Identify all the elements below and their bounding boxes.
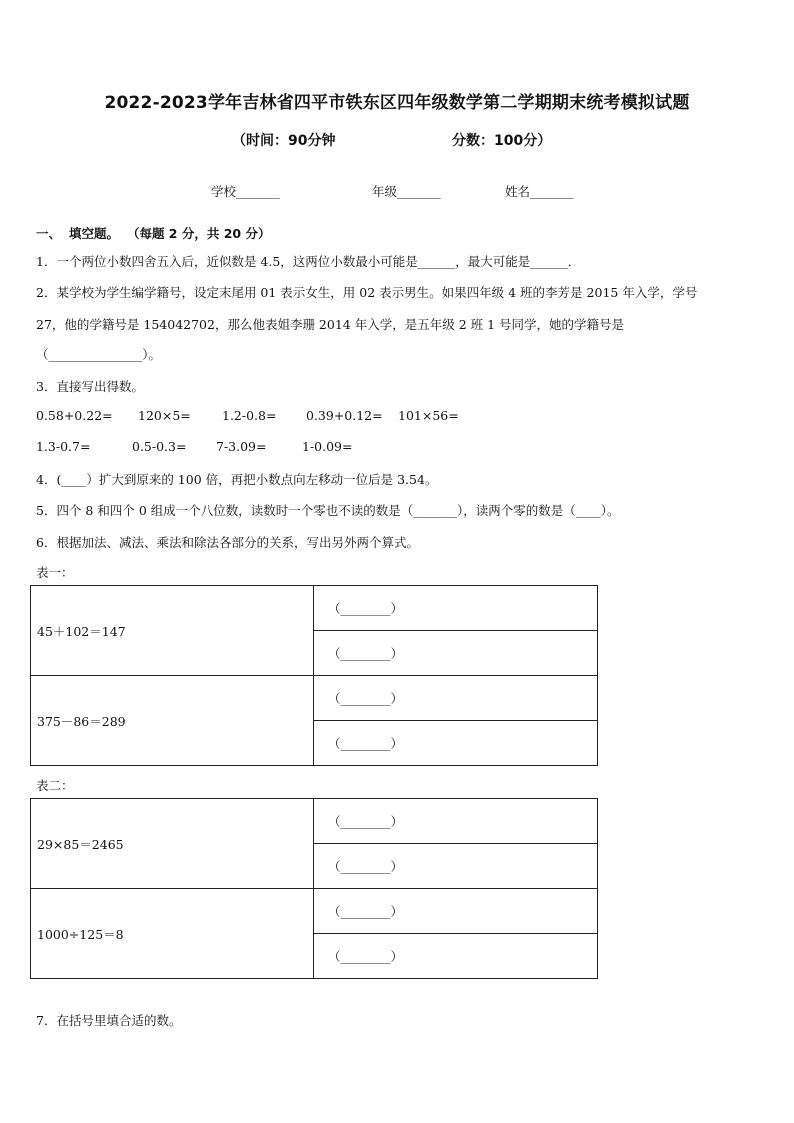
table-2-label: 表二： xyxy=(36,778,74,793)
calc-item: 0.5-0.3= xyxy=(132,439,187,454)
answer-blank[interactable]: （________） xyxy=(314,844,598,889)
calc-item: 7-3.09= xyxy=(216,439,267,454)
calc-item: 1.2-0.8= xyxy=(222,408,277,423)
question-2-line-2: 27，他的学籍号是 154042702，那么他表姐李珊 2014 年入学，是五年级 2 班 1 号同学，她的学籍号是 xyxy=(36,317,625,332)
table-row xyxy=(31,676,598,721)
question-1: 1．一个两位小数四舍五入后，近似数是 4.5，这两位小数最小可能是______，最大可能是______． xyxy=(36,254,581,269)
answer-blank[interactable]: （________） xyxy=(314,676,598,721)
equation-cell: 375－86＝289 xyxy=(31,676,314,766)
answer-blank[interactable]: （________） xyxy=(314,799,598,844)
calc-item: 101×56= xyxy=(398,408,459,423)
question-5: 5．四个 8 和四个 0 组成一个八位数，读数时一个零也不读的数是（_______），读两个零的数是（____）。 xyxy=(36,503,620,518)
question-2-line-1: 2．某学校为学生编学籍号，设定末尾用 01 表示女生，用 02 表示男生。如果四年级 4 班的李芳是 2015 年入学，学号 xyxy=(36,285,698,300)
question-2-line-3: （_______________）。 xyxy=(36,347,162,362)
calc-item: 120×5= xyxy=(138,408,191,423)
exam-score: 分数：100分） xyxy=(452,133,552,149)
equation-cell: 45＋102＝147 xyxy=(31,586,314,676)
school-field[interactable]: 学校_______ xyxy=(211,184,280,199)
equation-cell: 1000÷125＝8 xyxy=(31,889,314,979)
section-1-heading xyxy=(36,224,270,242)
calc-item: 1.3-0.7= xyxy=(36,439,91,454)
table-row xyxy=(31,586,598,631)
answer-blank[interactable]: （________） xyxy=(314,934,598,979)
calc-item: 1-0.09= xyxy=(302,439,353,454)
answer-blank[interactable]: （________） xyxy=(314,586,598,631)
question-3: 3．直接写出得数。 xyxy=(36,379,144,394)
table-1-label: 表一： xyxy=(36,565,74,580)
table-row xyxy=(31,799,598,844)
exam-time: （时间：90分钟 xyxy=(232,133,336,149)
grade-field[interactable]: 年级_______ xyxy=(372,184,441,199)
answer-blank[interactable]: （________） xyxy=(314,721,598,766)
question-6: 6．根据加法、减法、乘法和除法各部分的关系，写出另外两个算式。 xyxy=(36,535,419,550)
section-1-title: 填空题。 xyxy=(68,226,119,241)
calc-item: 0.58+0.22= xyxy=(36,408,113,423)
table-1 xyxy=(30,585,598,766)
question-4: 4．(____）扩大到原来的 100 倍，再把小数点向左移动一位后是 3.54。 xyxy=(36,472,438,487)
table-2 xyxy=(30,798,598,979)
answer-blank[interactable]: （________） xyxy=(314,889,598,934)
calc-item: 0.39+0.12= xyxy=(306,408,383,423)
section-1-note: （每题 2 分，共 20 分） xyxy=(126,226,271,241)
table-row xyxy=(31,889,598,934)
question-7: 7．在括号里填合适的数。 xyxy=(36,1013,182,1028)
equation-cell: 29×85＝2465 xyxy=(31,799,314,889)
exam-title: 2022-2023学年吉林省四平市铁东区四年级数学第二学期期末统考模拟试题 xyxy=(104,93,690,113)
answer-blank[interactable]: （________） xyxy=(314,631,598,676)
section-1-number: 一、 xyxy=(36,226,62,241)
name-field[interactable]: 姓名_______ xyxy=(505,184,574,199)
